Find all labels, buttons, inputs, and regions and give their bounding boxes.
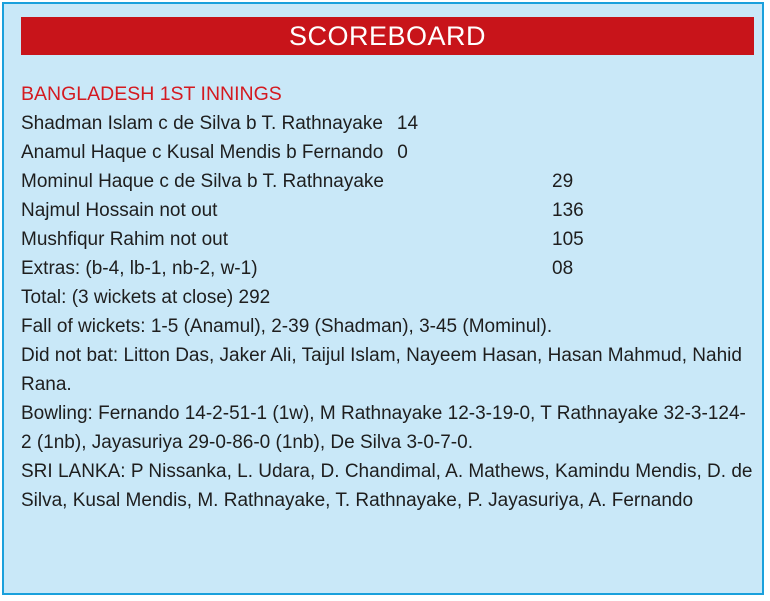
batsman-dismissal: Najmul Hossain not out: [21, 200, 218, 221]
scoreboard-content: [21, 80, 756, 515]
batting-row: [21, 196, 756, 225]
batting-row: [21, 167, 756, 196]
batsman-score: 105: [552, 229, 584, 250]
batsman-score: 0: [397, 142, 408, 163]
batsman-dismissal: Mominul Haque c de Silva b T. Rathnayake: [21, 171, 384, 192]
fall-of-wickets: Fall of wickets: 1-5 (Anamul), 2-39 (Shadman), 3-45 (Mominul).: [21, 316, 553, 337]
batsman-score: 136: [552, 200, 584, 221]
extras-row: [21, 254, 756, 283]
scoreboard-panel: [2, 2, 764, 595]
batsman-score: 14: [396, 113, 419, 134]
batsman-score: 29: [552, 171, 574, 192]
batting-row: [21, 225, 756, 254]
bowling-figures: Bowling: Fernando 14-2-51-1 (1w), M Rathnayake 12-3-19-0, T Rathnayake 32-3-124-2 (1nb), Jayasuriya 29-0-86-0 (1nb), De Silva 3-0-7-0.: [21, 403, 746, 453]
extras-label: Extras: (b-4, lb-1, nb-2, w-1): [21, 258, 258, 279]
batting-row: [21, 138, 756, 167]
batsman-dismissal: Anamul Haque c Kusal Mendis b Fernando: [21, 142, 384, 163]
batsman-dismissal: Mushfiqur Rahim not out: [21, 229, 228, 250]
batsman-dismissal: Shadman Islam c de Silva b T. Rathnayake: [21, 113, 383, 134]
innings-heading: BANGLADESH 1ST INNINGS: [21, 83, 282, 105]
batting-row: [21, 109, 756, 138]
did-not-bat: Did not bat: Litton Das, Jaker Ali, Taijul Islam, Nayeem Hasan, Hasan Mahmud, Nahid Rana.: [21, 345, 742, 395]
total-line: Total: (3 wickets at close) 292: [21, 287, 271, 308]
scoreboard-title: SCOREBOARD: [21, 17, 754, 55]
extras-score: 08: [552, 258, 574, 279]
sri-lanka-team: SRI LANKA: P Nissanka, L. Udara, D. Chandimal, A. Mathews, Kamindu Mendis, D. de Silva, Kusal Mendis, M. Rathnayake, T. Rathnayake, P. Jayasuriya, A. Fernando: [21, 461, 753, 511]
